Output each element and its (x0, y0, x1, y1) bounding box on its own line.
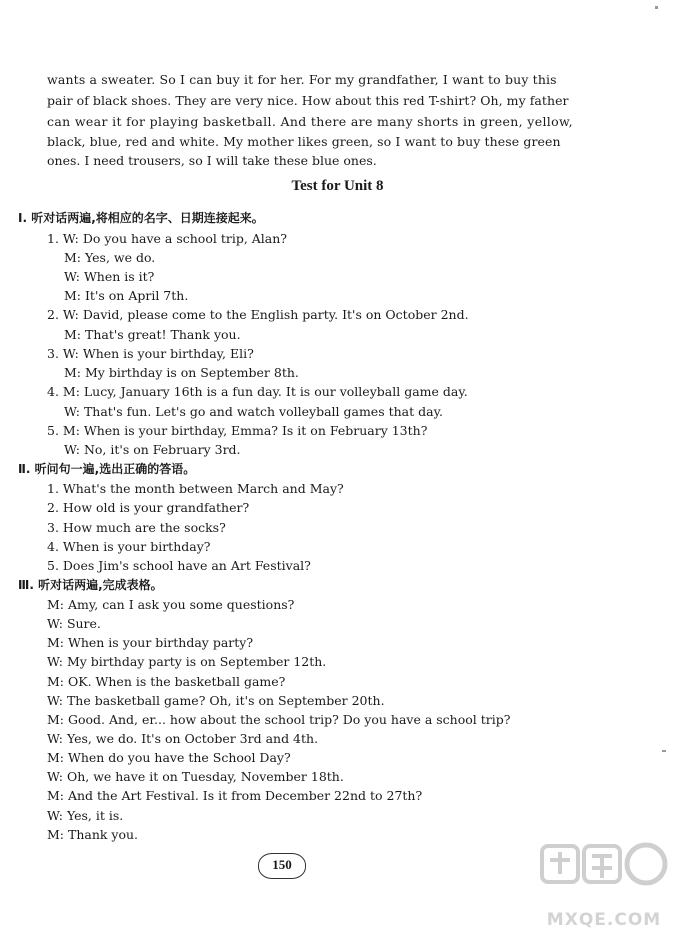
dialogue-line: 1. W: Do you have a school trip, Alan? (47, 231, 288, 246)
dialogue-line: W: Sure. (47, 616, 101, 631)
intro-line: ones. I need trousers, so I will take these blue ones. (47, 153, 377, 168)
dialogue-line: W: No, it's on February 3rd. (64, 442, 241, 457)
dialogue-line: W: My birthday party is on September 12th. (47, 654, 327, 669)
watermark-emblem-icon (538, 840, 670, 910)
dialogue-line: M: Good. And, er... how about the school trip? Do you have a school trip? (47, 712, 511, 727)
dialogue-line: 4. M: Lucy, January 16th is a fun day. It is our volleyball game day. (47, 384, 468, 399)
intro-line: wants a sweater. So I can buy it for her. For my grandfather, I want to buy this (47, 72, 557, 87)
question-line: 3. How much are the socks? (47, 520, 226, 535)
question-line: 2. How old is your grandfather? (47, 500, 250, 515)
question-line: 5. Does Jim's school have an Art Festival? (47, 558, 311, 573)
dialogue-line: W: That's fun. Let's go and watch volleyball games that day. (64, 404, 443, 419)
section-1-heading: Ⅰ. 听对话两遍,将相应的名字、日期连接起来。 (18, 211, 264, 225)
section-2-heading: Ⅱ. 听问句一遍,选出正确的答语。 (18, 462, 196, 476)
dialogue-line: W: The basketball game? Oh, it's on September 20th. (47, 693, 385, 708)
dialogue-line: M: Amy, can I ask you some questions? (47, 597, 295, 612)
dialogue-line: M: It's on April 7th. (64, 288, 189, 303)
dialogue-line: M: When is your birthday party? (47, 635, 254, 650)
dialogue-line: W: Yes, it is. (47, 808, 124, 823)
scan-mark (662, 750, 666, 752)
dialogue-line: M: And the Art Festival. Is it from December 22nd to 27th? (47, 788, 423, 803)
question-line: 4. When is your birthday? (47, 539, 211, 554)
dialogue-line: M: That's great! Thank you. (64, 327, 241, 342)
watermark-logo (538, 840, 670, 940)
dialogue-line: M: OK. When is the basketball game? (47, 674, 286, 689)
unit-test-title: Test for Unit 8 (291, 178, 384, 194)
dialogue-line: M: When do you have the School Day? (47, 750, 291, 765)
dialogue-line: 3. W: When is your birthday, Eli? (47, 346, 254, 361)
dialogue-line: W: Yes, we do. It's on October 3rd and 4th. (47, 731, 319, 746)
watermark-site-text: MXQE.COM (546, 910, 662, 930)
question-line: 1. What's the month between March and May? (47, 481, 344, 496)
intro-line: can wear it for playing basketball. And there are many shorts in green, yellow, (47, 114, 573, 129)
page-number: 150 (258, 853, 306, 879)
dialogue-line: M: Thank you. (47, 827, 139, 842)
intro-line: black, blue, red and white. My mother likes green, so I want to buy these green (47, 134, 561, 149)
intro-line: pair of black shoes. They are very nice. How about this red T-shirt? Oh, my father (47, 93, 569, 108)
dialogue-line: W: When is it? (64, 269, 155, 284)
dialogue-line: W: Oh, we have it on Tuesday, November 18th. (47, 769, 344, 784)
dialogue-line: 5. M: When is your birthday, Emma? Is it on February 13th? (47, 423, 428, 438)
section-3-heading: Ⅲ. 听对话两遍,完成表格。 (18, 578, 163, 592)
dialogue-line: 2. W: David, please come to the English party. It's on October 2nd. (47, 307, 469, 322)
dialogue-line: M: My birthday is on September 8th. (64, 365, 299, 380)
scan-mark (655, 6, 658, 9)
dialogue-line: M: Yes, we do. (64, 250, 156, 265)
